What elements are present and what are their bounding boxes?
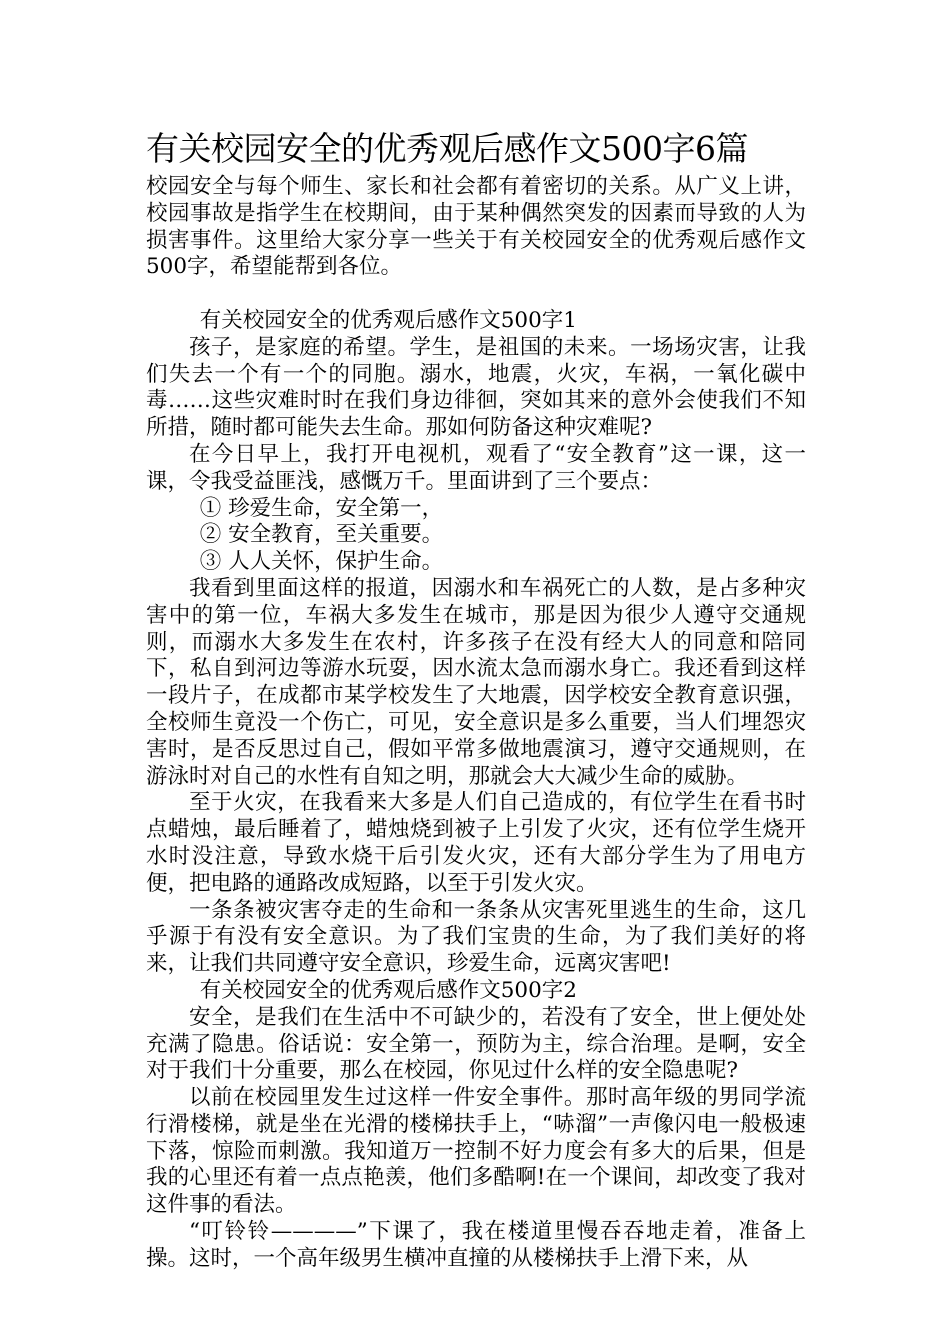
essay-1-heading: 有关校园安全的优秀观后感作文500字1 xyxy=(199,307,577,333)
document-title: 有关校园安全的优秀观后感作文500字6篇 xyxy=(146,129,748,168)
essay-1-point-3: ③ 人人关怀，保护生命。 xyxy=(199,549,444,575)
essay-2-paragraph-2: 以前在校园里发生过这样一件安全事件。那时高年级的男同学流行滑楼梯，就是坐在光滑的楼梯扶手上，“哧溜”一声像闪电一般极速下落，惊险而刺激。我知道万一控制不好力度会有多大的后果，但是我的心里还有着一点点艳羡，他们多酷啊!在一个课间，却改变了我对这件事的看法。 xyxy=(146,1085,806,1218)
essay-1-paragraph-3: 我看到里面这样的报道，因溺水和车祸死亡的人数，是占多种灾害中的第一位，车祸大多发生在城市，那是因为很少人遵守交通规则，而溺水大多发生在农村，许多孩子在没有经大人的同意和陪同下，私自到河边等游水玩耍，因水流太急而溺水身亡。我还看到这样一段片子，在成都市某学校发生了大地震，因学校安全教育意识强，全校师生竟没一个伤亡，可见，安全意识是多么重要，当人们埋怨灾害时，是否反思过自己，假如平常多做地震演习，遵守交通规则，在游泳时对自己的水性有自知之明，那就会大大减少生命的威胁。 xyxy=(146,575,806,789)
essay-2-paragraph-1: 安全，是我们在生活中不可缺少的，若没有了安全，世上便处处充满了隐患。俗话说：安全第一，预防为主，综合治理。是啊，安全对于我们十分重要，那么在校园，你见过什么样的安全隐患呢? xyxy=(146,1004,806,1084)
essay-1-paragraph-1: 孩子，是家庭的希望。学生，是祖国的未来。一场场灾害，让我们失去一个有一个的同胞。溺水，地震，火灾，车祸，一氧化碳中毒……这些灾难时时在我们身边徘徊，突如其来的意外会使我们不知所措，随时都可能失去生命。那如何防备这种灾难呢? xyxy=(146,334,806,441)
document-page xyxy=(146,126,806,1273)
essay-1-point-2: ② 安全教育，至关重要。 xyxy=(199,522,444,548)
blank-line xyxy=(146,281,806,308)
essay-1-paragraph-5: 一条条被灾害夺走的生命和一条条从灾害死里逃生的生命，这几乎源于有没有安全意识。为了我们宝贵的生命，为了我们美好的将来，让我们共同遵守安全意识，珍爱生命，远离灾害吧! xyxy=(146,897,806,977)
essay-1-paragraph-2: 在今日早上，我打开电视机，观看了“安全教育”这一课，这一课，令我受益匪浅，感慨万千。里面讲到了三个要点： xyxy=(146,441,806,494)
essay-2-paragraph-3: “叮铃铃————”下课了，我在楼道里慢吞吞地走着，准备上操。这时，一个高年级男生横冲直撞的从楼梯扶手上滑下来，从 xyxy=(146,1219,806,1271)
essay-1-point-1: ① 珍爱生命，安全第一， xyxy=(199,495,444,521)
intro-paragraph: 校园安全与每个师生、家长和社会都有着密切的关系。从广义上讲，校园事故是指学生在校期间，由于某种偶然突发的因素而导致的人为损害事件。这里给大家分享一些关于有关校园安全的优秀观后感作文500字，希望能帮到各位。 xyxy=(146,174,806,280)
essay-2-heading: 有关校园安全的优秀观后感作文500字2 xyxy=(199,977,577,1003)
essay-1-paragraph-4: 至于火灾，在我看来大多是人们自己造成的，有位学生在看书时点蜡烛，最后睡着了，蜡烛烧到被子上引发了火灾，还有位学生烧开水时没注意，导致水烧干后引发火灾，还有大部分学生为了用电方便，把电路的通路改成短路，以至于引发火灾。 xyxy=(146,790,806,896)
